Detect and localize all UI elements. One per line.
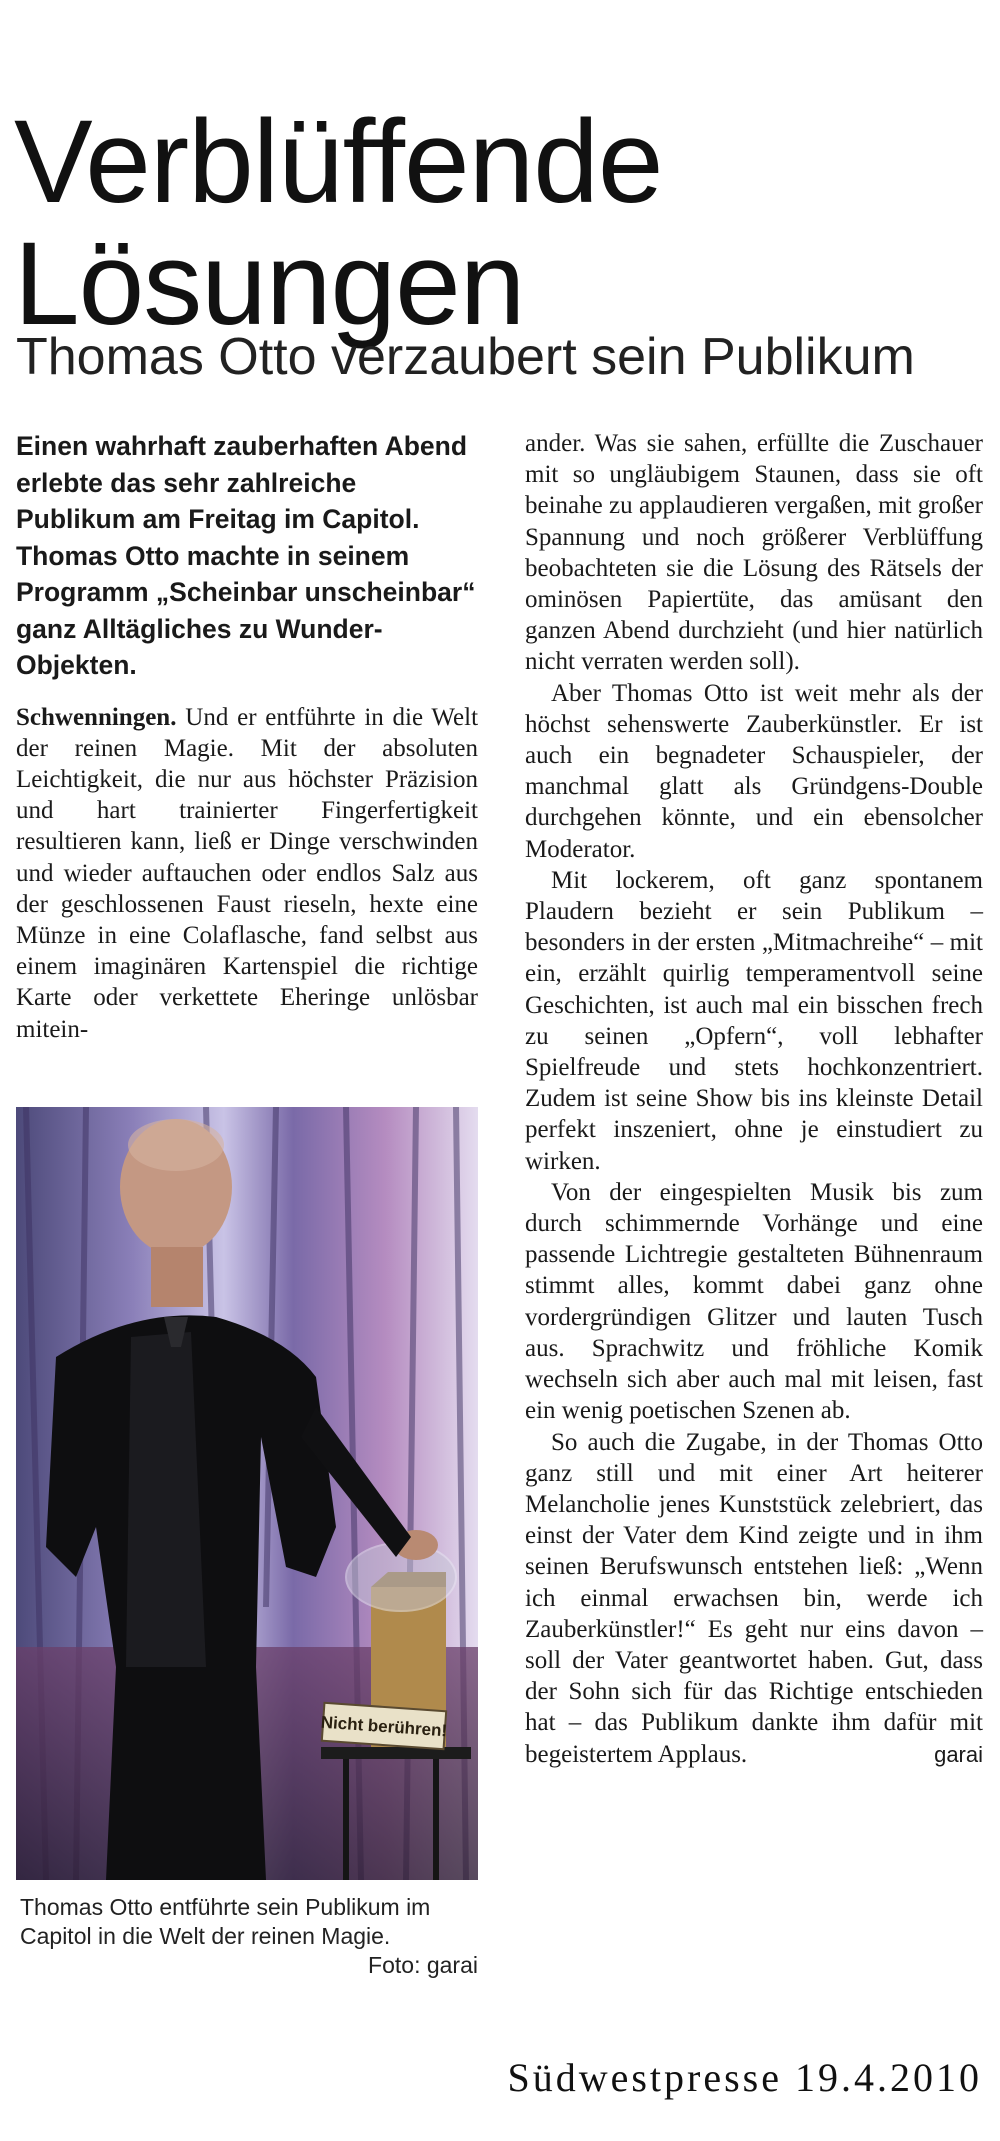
right-column [525,428,983,1770]
magician-photo-illustration [16,1107,478,1880]
author-signature: garai [934,1741,983,1767]
photo-credit: Foto: garai [368,1952,478,1978]
body-paragraph-3: Mit lockerem, oft ganz spontanem Plaudern bezieht er sein Publikum – besonders in der ersten „Mitmachreihe“ – mit ein, erzählt quirlig temperamentvoll seine Geschichten, ist auch mal ein bisschen frech zu seinen „Opfern“, voll lebhafter Spielfreude und stets hochkonzentriert. Zudem ist seine Show bis ins kleinste Detail perfekt inszeniert, ohne je einstudiert zu wirken. [525,866,983,1175]
headline [14,96,974,351]
sign-text: Nicht berühren! [320,1712,448,1741]
headline-line-1: Verblüffende [14,96,663,229]
body-paragraph-1-text: Und er entführte in die Welt der reinen Magie. Mit der absoluten Leichtigkeit, die nur aus höchster Präzision und hart trainierter Fingerfertigkeit resultieren kann, ließ er Dinge verschwinden und wieder auftauchen oder endlos Salz aus der geschlossenen Faust rieseln, hexte eine Münze in eine Colaflasche, fand selbst aus einem imaginären Kartenspiel die richtige Karte oder verkettete Eheringe unlösbar mitein- [16,703,479,1043]
dateline: Schwenningen. [16,703,177,731]
source-line: Südwestpresse 19.4.2010 [507,2055,982,2100]
photo-caption [20,1893,478,1980]
body-paragraph-1 [16,702,478,1045]
body-paragraph-4: Von der eingespielten Musik bis zum durch schimmernde Vorhänge und eine passende Lichtregie gestalteten Bühnenraum stimmt alles, kommt dabei ganz ohne vordergründigen Glitzer und lauten Tusch aus. Sprachwitz und fröhliche Komik wechseln sich aber auch mal mit leisen, fast ein wenig poetischen Szenen ab. [525,1178,983,1425]
headline-line-2: Lösungen [14,218,525,351]
caption-text: Thomas Otto entführte sein Publikum im Capitol in die Welt der reinen Magie. [20,1894,431,1949]
body-paragraph-5-text: So auch die Zugabe, in der Thomas Otto ganz still und mit einer Art heiterer Melancholie jenes Kunststück zelebriert, das einst der Vater dem Kind zeigte und in ihm seinen Berufswunsch entstehen ließ: „Wenn ich einmal erwachsen bin, werde ich Zauberkünstler!“ Es geht nur eins davon – soll der Vater geantwortet haben. Gut, dass der Sohn sich für das Richtige entschieden hat – das Publikum dankte ihm dafür mit begeistertem Applaus. [525,1428,983,1768]
left-column [16,428,478,1045]
article-photo [16,1107,478,1880]
body-paragraph-2: Aber Thomas Otto ist weit mehr als der höchst sehenswerte Zauberkünstler. Er ist auch ein begnadeter Schauspieler, der manchmal glatt als Gründgens-Double durchgehen könnte, und ein ebensolcher Moderator. [525,679,983,863]
body-paragraph-1-continued: ander. Was sie sahen, erfüllte die Zuschauer mit so ungläubigem Staunen, dass sie oft beinahe zu applaudieren vergaßen, mit großer Spannung und noch größerer Verblüffung beobachteten sie die Lösung des Rätsels der ominösen Papiertüte, das amüsant den ganzen Abend durchzieht (und hier natürlich nicht verraten werden soll). [525,430,983,676]
lead-paragraph: Einen wahrhaft zauberhaften Abend erlebte das sehr zahlreiche Publikum am Freitag im Capitol. Thomas Otto machte in seinem Programm „Scheinbar unscheinbar“ ganz Alltägliches zu Wunder-Objekten. [16,431,476,680]
subtitle: Thomas Otto verzaubert sein Publikum [16,328,915,386]
body-paragraph-5 [525,1427,983,1770]
